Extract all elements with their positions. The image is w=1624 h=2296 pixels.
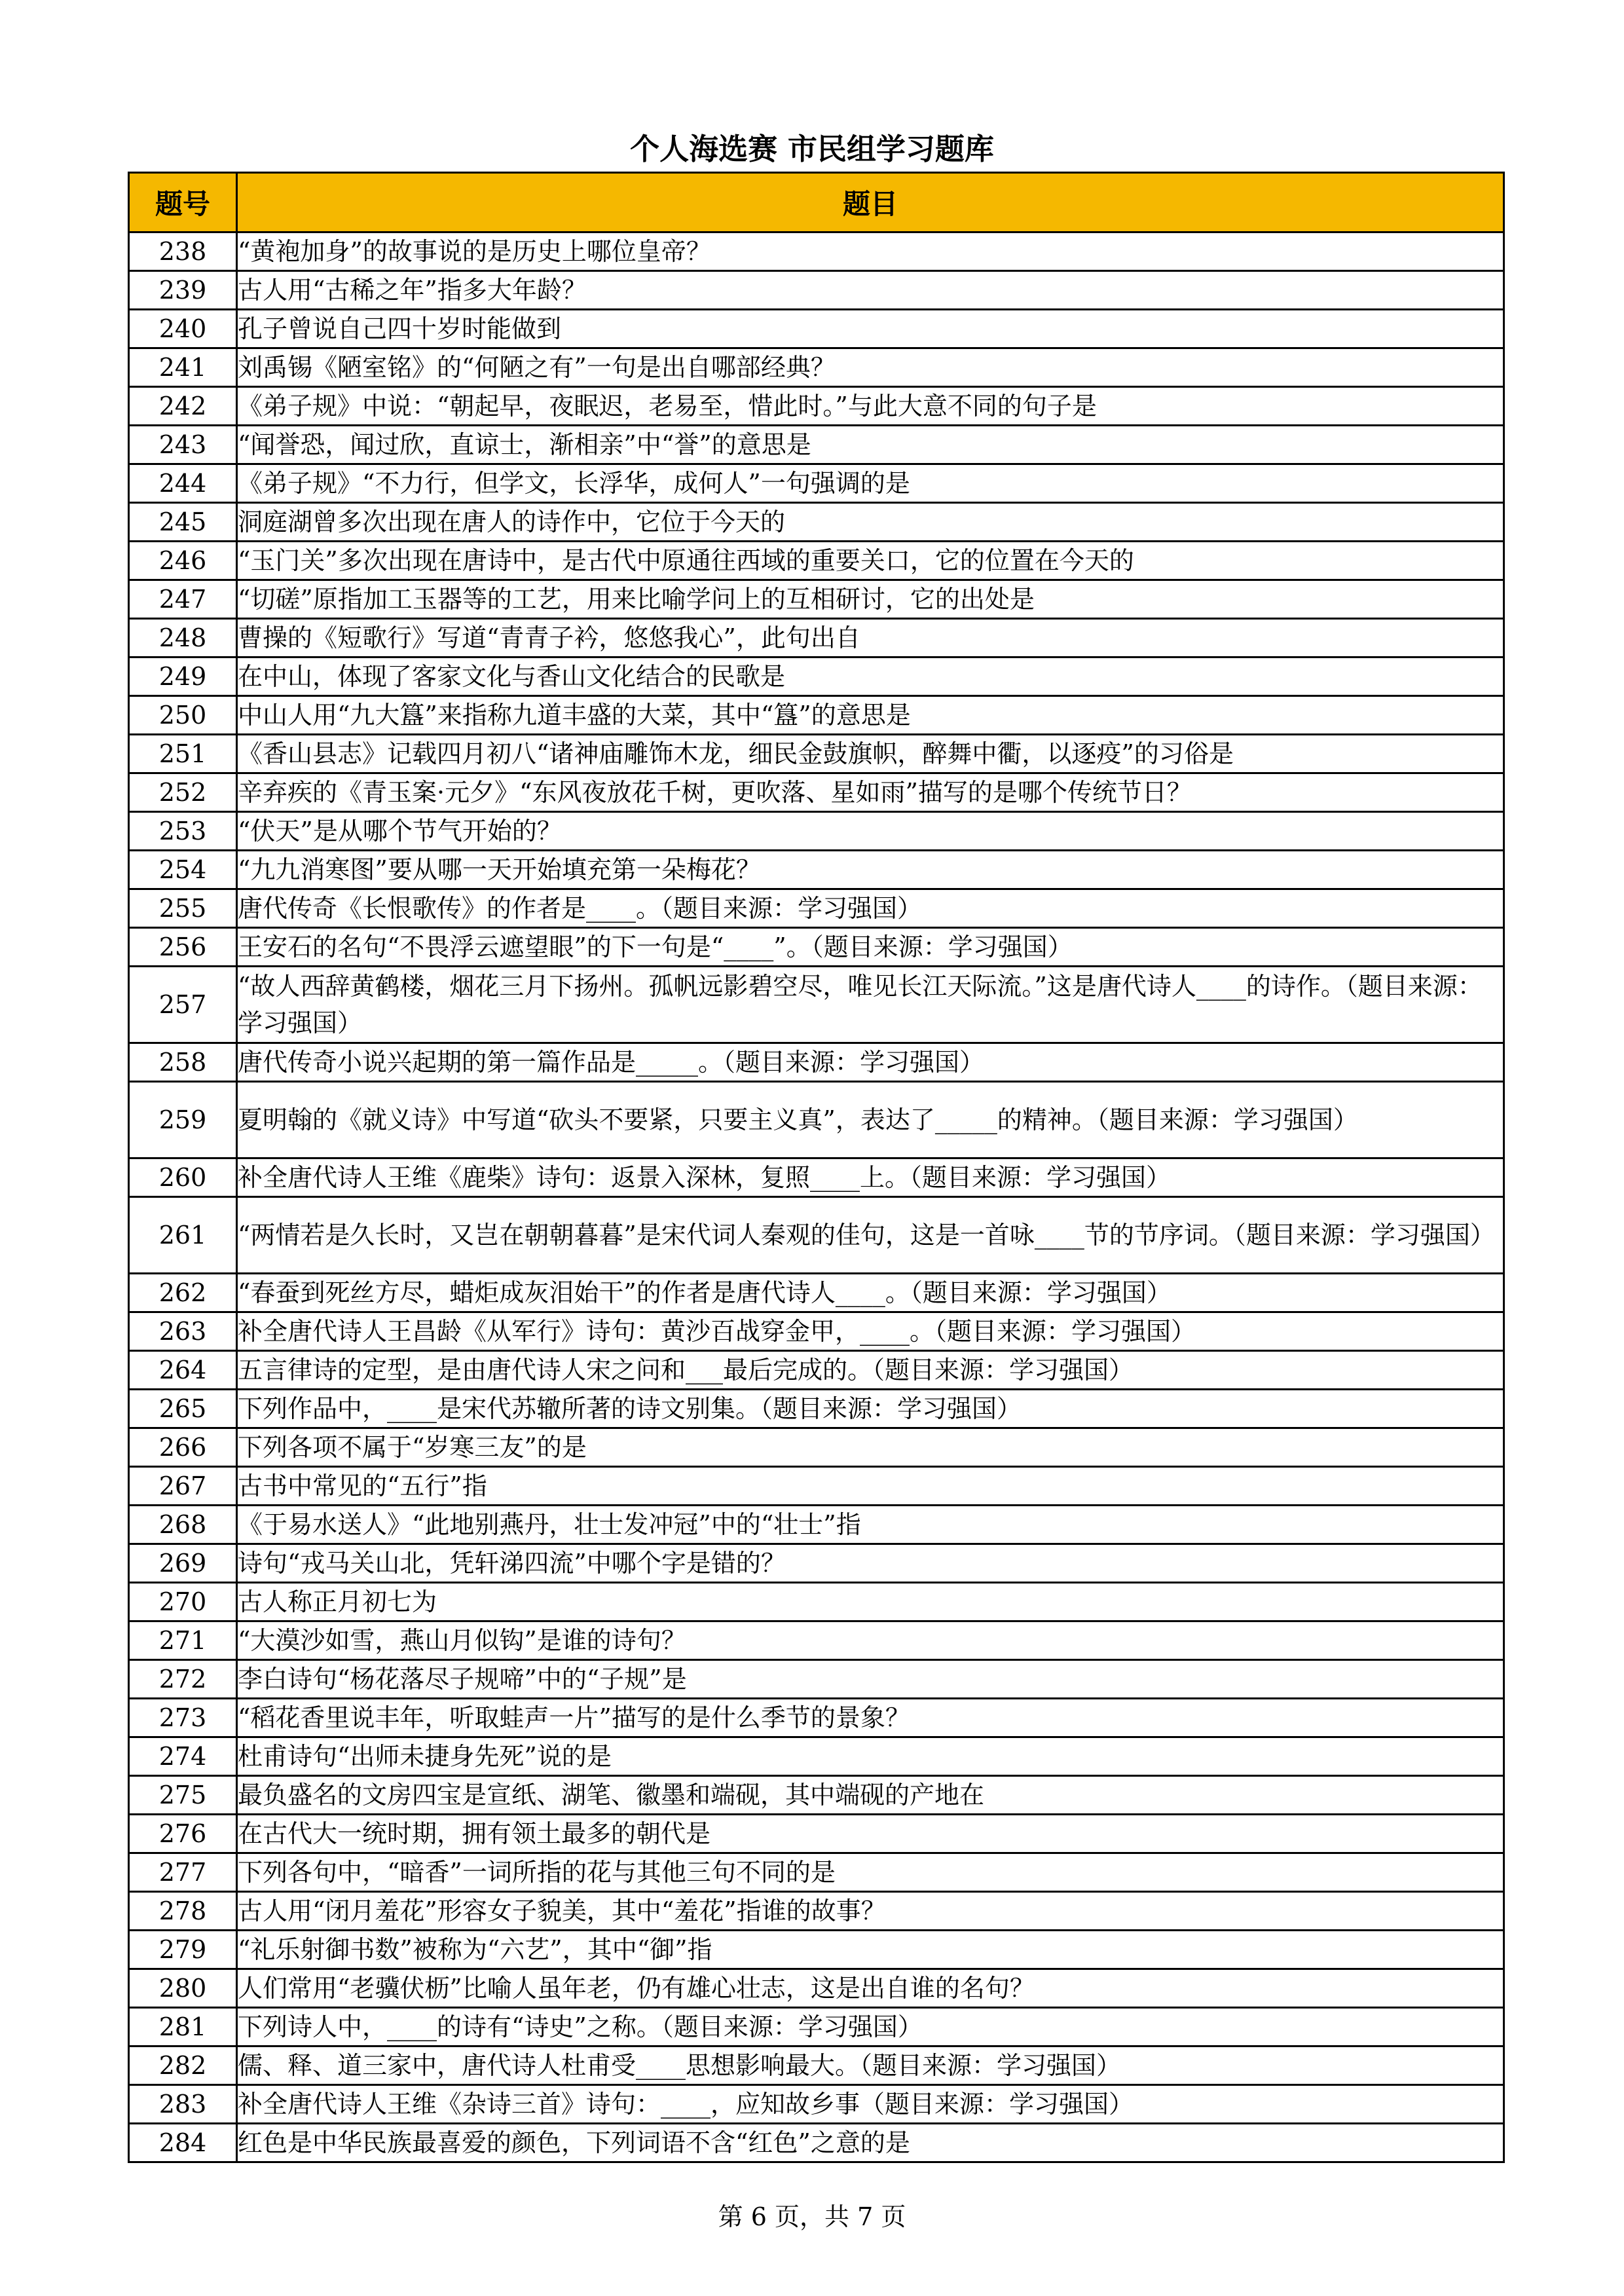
question-text: “春蚕到死丝方尽，蜡炬成灰泪始干”的作者是唐代诗人____。（题目来源：学习强国）	[237, 1274, 1504, 1312]
question-number: 268	[129, 1506, 237, 1544]
question-number: 248	[129, 619, 237, 657]
question-number: 265	[129, 1390, 237, 1428]
table-row	[129, 696, 1504, 735]
question-number: 272	[129, 1660, 237, 1699]
question-number: 253	[129, 812, 237, 851]
question-number: 273	[129, 1699, 237, 1737]
question-text: 补全唐代诗人王维《鹿柴》诗句：返景入深林，复照____上。（题目来源：学习强国）	[237, 1158, 1504, 1197]
table-row	[129, 1428, 1504, 1467]
table-row	[129, 503, 1504, 542]
table-row	[129, 851, 1504, 889]
table-body	[129, 232, 1504, 2162]
question-number: 281	[129, 2008, 237, 2046]
question-number: 252	[129, 773, 237, 812]
question-number: 260	[129, 1158, 237, 1197]
page-title: 个人海选赛 市民组学习题库	[630, 132, 994, 166]
question-text: “稻花香里说丰年，听取蛙声一片”描写的是什么季节的景象？	[237, 1699, 1504, 1737]
question-text: 夏明翰的《就义诗》中写道“砍头不要紧，只要主义真”，表达了_____的精神。（题目来源：学习强国）	[237, 1082, 1504, 1158]
question-number: 264	[129, 1351, 237, 1390]
question-number: 249	[129, 657, 237, 696]
question-number: 274	[129, 1737, 237, 1776]
table-row	[129, 2085, 1504, 2124]
question-number: 267	[129, 1467, 237, 1506]
table-row	[129, 348, 1504, 387]
question-number: 279	[129, 1931, 237, 1969]
question-text: 孔子曾说自己四十岁时能做到	[237, 310, 1504, 348]
table-row	[129, 928, 1504, 967]
question-number: 242	[129, 387, 237, 426]
question-number: 280	[129, 1969, 237, 2008]
table-row	[129, 580, 1504, 619]
question-table	[128, 172, 1505, 2163]
table-row	[129, 1931, 1504, 1969]
table-row	[129, 1583, 1504, 1621]
question-text: 李白诗句“杨花落尽子规啼”中的“子规”是	[237, 1660, 1504, 1699]
table-row	[129, 1853, 1504, 1892]
table-row	[129, 2124, 1504, 2162]
question-text: 最负盛名的文房四宝是宣纸、湖笔、徽墨和端砚，其中端砚的产地在	[237, 1776, 1504, 1815]
table-row	[129, 310, 1504, 348]
question-number: 255	[129, 889, 237, 928]
question-number: 278	[129, 1892, 237, 1931]
table-row	[129, 735, 1504, 773]
question-text: 辛弃疾的《青玉案·元夕》“东风夜放花千树，更吹落、星如雨”描写的是哪个传统节日？	[237, 773, 1504, 812]
question-number: 244	[129, 464, 237, 503]
question-text: 唐代传奇《长恨歌传》的作者是____。（题目来源：学习强国）	[237, 889, 1504, 928]
table-row	[129, 2046, 1504, 2085]
question-text: 古人用“古稀之年”指多大年龄？	[237, 271, 1504, 310]
question-number: 241	[129, 348, 237, 387]
table-row	[129, 812, 1504, 851]
question-number: 254	[129, 851, 237, 889]
table-row	[129, 271, 1504, 310]
question-text: 唐代传奇小说兴起期的第一篇作品是_____。（题目来源：学习强国）	[237, 1043, 1504, 1082]
question-text: 古人用“闭月羞花”形容女子貌美，其中“羞花”指谁的故事？	[237, 1892, 1504, 1931]
table-row	[129, 232, 1504, 271]
question-text: 儒、释、道三家中，唐代诗人杜甫受____思想影响最大。（题目来源：学习强国）	[237, 2046, 1504, 2085]
question-text: 《香山县志》记载四月初八“诸神庙雕饰木龙，细民金鼓旗帜，醉舞中衢，以逐疫”的习俗是	[237, 735, 1504, 773]
question-text: “两情若是久长时，又岂在朝朝暮暮”是宋代词人秦观的佳句，这是一首咏____节的节序词。（题目来源：学习强国）	[237, 1197, 1504, 1274]
table-row	[129, 1506, 1504, 1544]
question-text: “闻誉恐，闻过欣，直谅士，渐相亲”中“誉”的意思是	[237, 426, 1504, 464]
question-text: 五言律诗的定型，是由唐代诗人宋之问和___最后完成的。（题目来源：学习强国）	[237, 1351, 1504, 1390]
table-row	[129, 542, 1504, 580]
question-text: 下列各项不属于“岁寒三友”的是	[237, 1428, 1504, 1467]
question-text: 《弟子规》“不力行，但学文，长浮华，成何人”一句强调的是	[237, 464, 1504, 503]
question-text: 王安石的名句“不畏浮云遮望眼”的下一句是“____”。（题目来源：学习强国）	[237, 928, 1504, 967]
question-text: 红色是中华民族最喜爱的颜色，下列词语不含“红色”之意的是	[237, 2124, 1504, 2162]
table-row	[129, 1351, 1504, 1390]
question-text: “礼乐射御书数”被称为“六艺”，其中“御”指	[237, 1931, 1504, 1969]
table-row	[129, 1815, 1504, 1853]
question-number: 266	[129, 1428, 237, 1467]
question-number: 262	[129, 1274, 237, 1312]
question-number: 276	[129, 1815, 237, 1853]
question-text: 在中山，体现了客家文化与香山文化结合的民歌是	[237, 657, 1504, 696]
question-text: 补全唐代诗人王维《杂诗三首》诗句：____，应知故乡事（题目来源：学习强国）	[237, 2085, 1504, 2124]
question-text: 洞庭湖曾多次出现在唐人的诗作中，它位于今天的	[237, 503, 1504, 542]
table-row	[129, 1737, 1504, 1776]
question-text: 下列各句中，“暗香”一词所指的花与其他三句不同的是	[237, 1853, 1504, 1892]
question-number: 238	[129, 232, 237, 271]
question-number: 240	[129, 310, 237, 348]
question-number: 256	[129, 928, 237, 967]
question-text: 诗句“戎马关山北，凭轩涕四流”中哪个字是错的？	[237, 1544, 1504, 1583]
page-footer: 第 6 页，共 7 页	[718, 2202, 906, 2231]
question-number: 251	[129, 735, 237, 773]
question-number: 282	[129, 2046, 237, 2085]
table-row	[129, 967, 1504, 1043]
table-row	[129, 1274, 1504, 1312]
question-number: 284	[129, 2124, 237, 2162]
question-number: 246	[129, 542, 237, 580]
table-row	[129, 1544, 1504, 1583]
question-number: 247	[129, 580, 237, 619]
question-number: 245	[129, 503, 237, 542]
question-number: 261	[129, 1197, 237, 1274]
table-row	[129, 1312, 1504, 1351]
table-row	[129, 1158, 1504, 1197]
question-text: 人们常用“老骥伏枥”比喻人虽年老，仍有雄心壮志，这是出自谁的名句？	[237, 1969, 1504, 2008]
question-text: “玉门关”多次出现在唐诗中，是古代中原通往西域的重要关口，它的位置在今天的	[237, 542, 1504, 580]
table-row	[129, 1699, 1504, 1737]
question-number: 283	[129, 2085, 237, 2124]
question-number: 277	[129, 1853, 237, 1892]
table-row	[129, 1776, 1504, 1815]
question-text: 在古代大一统时期，拥有领土最多的朝代是	[237, 1815, 1504, 1853]
question-number: 259	[129, 1082, 237, 1158]
table-row	[129, 387, 1504, 426]
header-num: 题号	[129, 173, 237, 232]
table-row	[129, 1892, 1504, 1931]
table-row	[129, 1082, 1504, 1158]
question-text: “九九消寒图”要从哪一天开始填充第一朵梅花？	[237, 851, 1504, 889]
table-row	[129, 889, 1504, 928]
question-text: 曹操的《短歌行》写道“青青子衿，悠悠我心”，此句出自	[237, 619, 1504, 657]
question-text: 《弟子规》中说：“朝起早，夜眠迟，老易至，惜此时。”与此大意不同的句子是	[237, 387, 1504, 426]
question-text: “故人西辞黄鹤楼，烟花三月下扬州。孤帆远影碧空尽，唯见长江天际流。”这是唐代诗人____的诗作。（题目来源：学习强国）	[237, 967, 1504, 1043]
question-number: 275	[129, 1776, 237, 1815]
table-row	[129, 619, 1504, 657]
table-row	[129, 1467, 1504, 1506]
question-number: 257	[129, 967, 237, 1043]
table-row	[129, 1043, 1504, 1082]
question-number: 239	[129, 271, 237, 310]
question-text: 刘禹锡《陋室铭》的“何陋之有”一句是出自哪部经典？	[237, 348, 1504, 387]
question-text: 下列诗人中，____的诗有“诗史”之称。（题目来源：学习强国）	[237, 2008, 1504, 2046]
question-text: 杜甫诗句“出师未捷身先死”说的是	[237, 1737, 1504, 1776]
table-row	[129, 1621, 1504, 1660]
table-row	[129, 1390, 1504, 1428]
header-question: 题目	[237, 173, 1504, 232]
question-number: 269	[129, 1544, 237, 1583]
table-row	[129, 2008, 1504, 2046]
question-text: 下列作品中，____是宋代苏辙所著的诗文别集。（题目来源：学习强国）	[237, 1390, 1504, 1428]
question-text: 中山人用“九大簋”来指称九道丰盛的大菜，其中“簋”的意思是	[237, 696, 1504, 735]
table-row	[129, 426, 1504, 464]
question-text: 《于易水送人》“此地别燕丹，壮士发冲冠”中的“壮士”指	[237, 1506, 1504, 1544]
table-row	[129, 1660, 1504, 1699]
question-number: 270	[129, 1583, 237, 1621]
question-text: 古人称正月初七为	[237, 1583, 1504, 1621]
question-number: 250	[129, 696, 237, 735]
question-text: “切磋”原指加工玉器等的工艺，用来比喻学问上的互相研讨，它的出处是	[237, 580, 1504, 619]
question-text: “大漠沙如雪，燕山月似钩”是谁的诗句？	[237, 1621, 1504, 1660]
table-row	[129, 1197, 1504, 1274]
question-number: 243	[129, 426, 237, 464]
table-header-row	[129, 173, 1504, 232]
table-row	[129, 464, 1504, 503]
question-text: “黄袍加身”的故事说的是历史上哪位皇帝？	[237, 232, 1504, 271]
question-number: 258	[129, 1043, 237, 1082]
question-text: 补全唐代诗人王昌龄《从军行》诗句：黄沙百战穿金甲，____。（题目来源：学习强国）	[237, 1312, 1504, 1351]
table-row	[129, 773, 1504, 812]
table-row	[129, 1969, 1504, 2008]
question-text: “伏天”是从哪个节气开始的？	[237, 812, 1504, 851]
question-number: 271	[129, 1621, 237, 1660]
table-row	[129, 657, 1504, 696]
question-number: 263	[129, 1312, 237, 1351]
question-text: 古书中常见的“五行”指	[237, 1467, 1504, 1506]
